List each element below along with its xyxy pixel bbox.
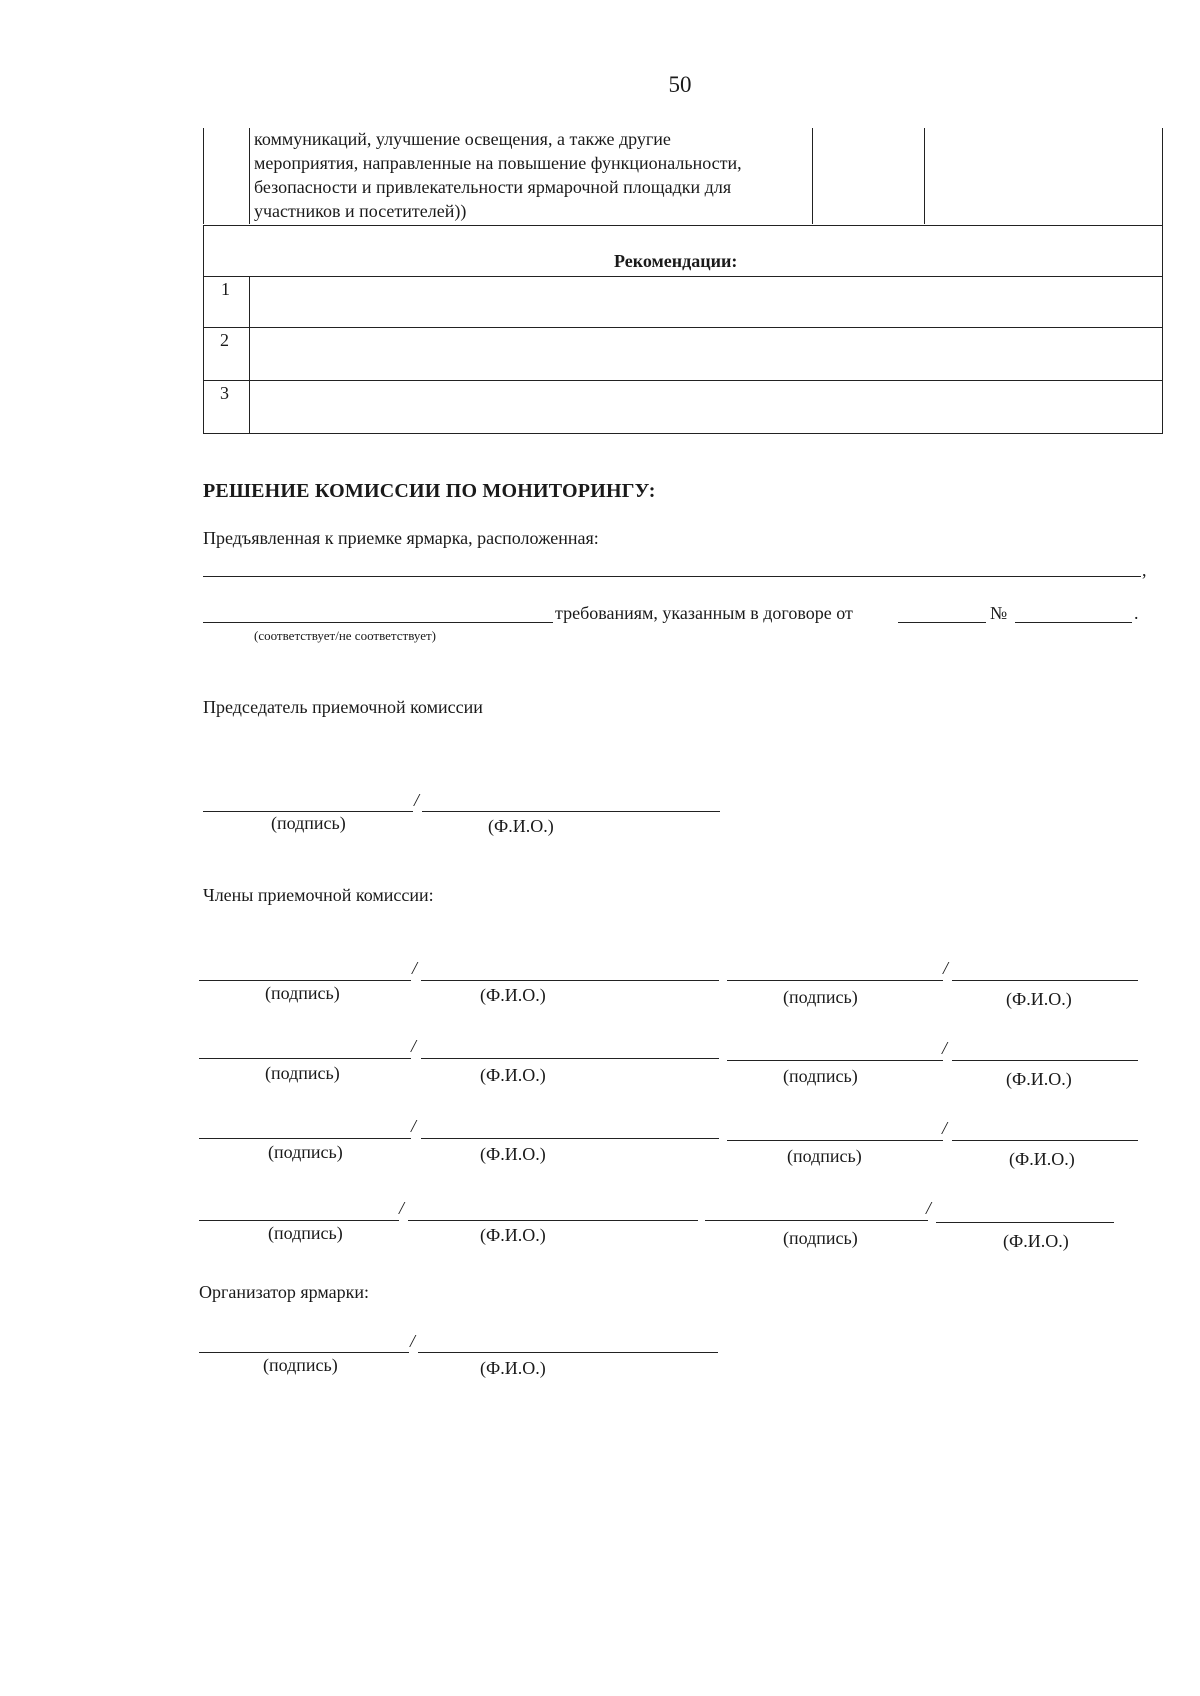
- compliance-line: [203, 622, 553, 623]
- organizer-label: Организатор ярмарки:: [199, 1282, 370, 1302]
- member-signature-line: [727, 1140, 943, 1141]
- member-name-line: [936, 1222, 1114, 1223]
- signature-caption: (подпись): [783, 987, 858, 1007]
- name-caption: (Ф.И.О.): [480, 1144, 546, 1164]
- name-caption: (Ф.И.О.): [1006, 989, 1072, 1009]
- slash-separator: /: [926, 1198, 932, 1218]
- member-signature-line: [727, 1060, 943, 1061]
- slash-separator: /: [412, 958, 418, 978]
- signature-caption: (подпись): [783, 1066, 858, 1086]
- table-cell-text: участников и посетителей)): [254, 201, 467, 221]
- signature-caption: (подпись): [268, 1142, 343, 1162]
- chairman-label: Председатель приемочной комиссии: [203, 697, 483, 717]
- organizer-signature-line: [199, 1352, 409, 1353]
- name-caption: (Ф.И.О.): [480, 1225, 546, 1245]
- name-caption: (Ф.И.О.): [480, 1358, 546, 1378]
- member-signature-line: [727, 980, 943, 981]
- requirements-text: требованиям, указанным в договоре от: [555, 603, 853, 623]
- table-row-number: 1: [221, 279, 230, 299]
- trailing-comma: ,: [1142, 560, 1147, 580]
- chairman-signature-line: [203, 811, 413, 812]
- signature-caption: (подпись): [787, 1146, 862, 1166]
- member-signature-line: [199, 980, 411, 981]
- table-divider: [249, 276, 250, 433]
- name-caption: (Ф.И.О.): [1006, 1069, 1072, 1089]
- page-number: 50: [668, 72, 692, 97]
- table-cell-text: мероприятия, направленные на повышение функциональности,: [254, 153, 742, 173]
- signature-caption: (подпись): [268, 1223, 343, 1243]
- signature-caption: (подпись): [265, 983, 340, 1003]
- table-cell-text: коммуникаций, улучшение освещения, а также другие: [254, 129, 671, 149]
- slash-separator: /: [410, 1331, 416, 1351]
- name-caption: (Ф.И.О.): [480, 985, 546, 1005]
- recommendations-heading: Рекомендации:: [614, 251, 738, 271]
- table-divider: [249, 128, 250, 224]
- table-rule: [203, 380, 1162, 381]
- name-caption: (Ф.И.О.): [488, 816, 554, 836]
- member-name-line: [952, 1140, 1138, 1141]
- slash-separator: /: [942, 1038, 948, 1058]
- member-name-line: [952, 980, 1138, 981]
- compliance-hint: (соответствует/не соответствует): [254, 628, 436, 643]
- trailing-period: .: [1134, 603, 1139, 623]
- slash-separator: /: [399, 1198, 405, 1218]
- table-row-number: 2: [220, 330, 229, 350]
- fair-presented-text: Предъявленная к приемке ярмарка, расположенная:: [203, 528, 599, 548]
- member-signature-line: [705, 1220, 928, 1221]
- table-cell-text: безопасности и привлекательности ярмарочной площадки для: [254, 177, 732, 197]
- name-caption: (Ф.И.О.): [1003, 1231, 1069, 1251]
- member-name-line: [421, 980, 719, 981]
- table-row-number: 3: [220, 383, 229, 403]
- table-divider: [812, 128, 813, 224]
- name-caption: (Ф.И.О.): [480, 1065, 546, 1085]
- member-signature-line: [199, 1058, 411, 1059]
- table-border-left: [203, 128, 204, 224]
- organizer-name-line: [418, 1352, 718, 1353]
- member-signature-line: [199, 1138, 411, 1139]
- decision-title: РЕШЕНИЕ КОМИССИИ ПО МОНИТОРИНГУ:: [203, 480, 656, 502]
- member-name-line: [421, 1138, 719, 1139]
- slash-separator: /: [943, 958, 949, 978]
- contract-number-line: [1015, 622, 1132, 623]
- signature-caption: (подпись): [265, 1063, 340, 1083]
- signature-caption: (подпись): [263, 1355, 338, 1375]
- members-label: Члены приемочной комиссии:: [203, 885, 434, 905]
- signature-caption: (подпись): [783, 1228, 858, 1248]
- table-rule: [203, 433, 1162, 434]
- contract-date-line: [898, 622, 986, 623]
- fair-location-line: [203, 576, 1141, 577]
- member-name-line: [421, 1058, 719, 1059]
- name-caption: (Ф.И.О.): [1009, 1149, 1075, 1169]
- slash-separator: /: [942, 1118, 948, 1138]
- table-rule: [203, 327, 1162, 328]
- signature-caption: (подпись): [271, 813, 346, 833]
- table-divider: [924, 128, 925, 224]
- member-name-line: [408, 1220, 698, 1221]
- table-rule: [203, 225, 1162, 226]
- slash-separator: /: [411, 1036, 417, 1056]
- chairman-name-line: [422, 811, 720, 812]
- table-border-right: [1162, 128, 1163, 434]
- number-sign: №: [990, 603, 1008, 623]
- member-name-line: [952, 1060, 1138, 1061]
- member-signature-line: [199, 1220, 399, 1221]
- table-border-left: [203, 225, 204, 433]
- slash-separator: /: [414, 790, 420, 810]
- table-rule: [203, 276, 1162, 277]
- slash-separator: /: [411, 1116, 417, 1136]
